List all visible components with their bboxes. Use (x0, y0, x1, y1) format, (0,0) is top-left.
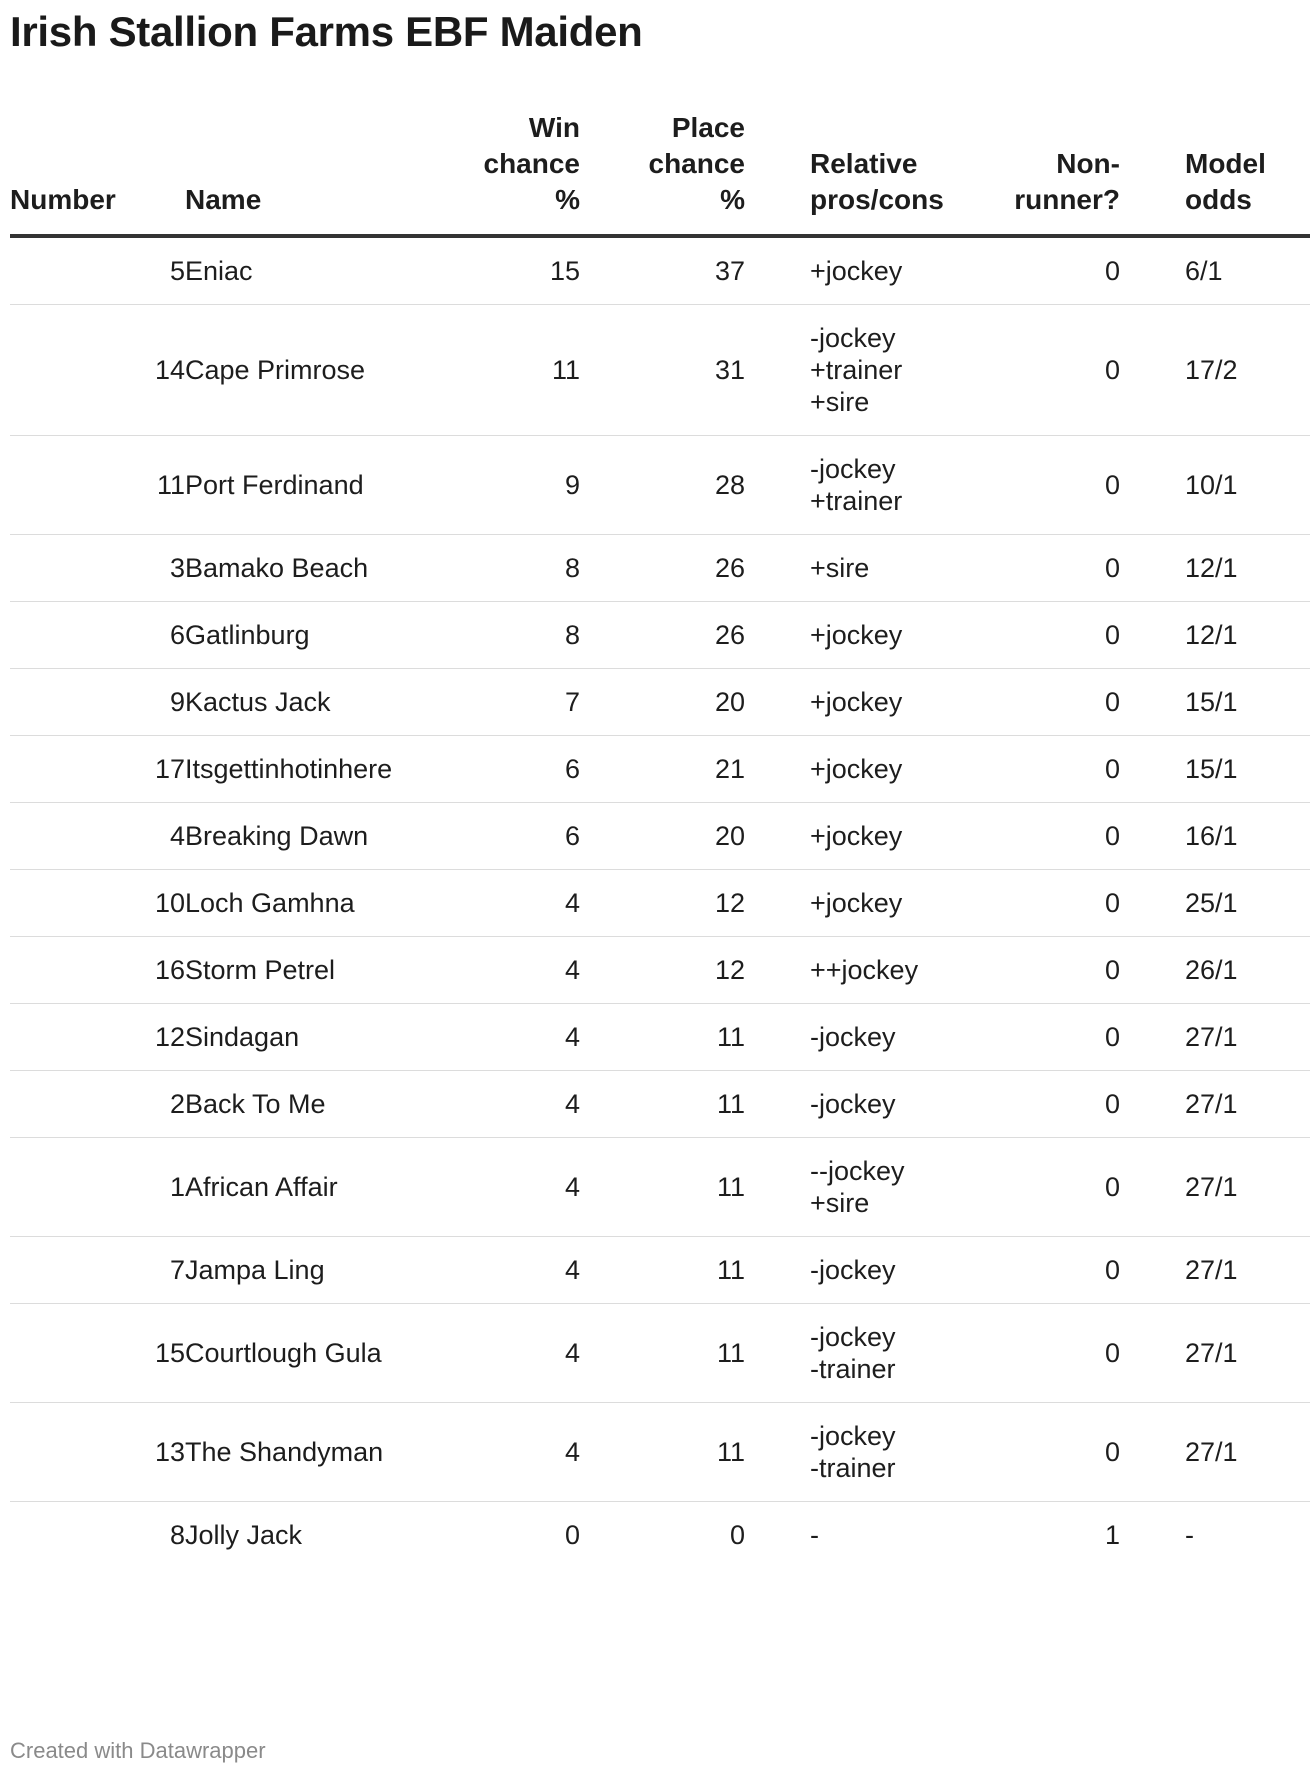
cell-name: Back To Me (185, 1071, 415, 1138)
cell-win-chance: 11 (415, 305, 580, 436)
cell-win-chance: 4 (415, 1403, 580, 1502)
cell-pros-cons (745, 1502, 945, 1569)
cell-place-chance: 11 (580, 1071, 745, 1138)
cell-name: Storm Petrel (185, 937, 415, 1004)
cell-place-chance: 20 (580, 803, 745, 870)
cell-model-odds: - (1185, 1520, 1194, 1550)
cell-number (10, 1304, 185, 1403)
cell-number-value: 2 (169, 1089, 185, 1119)
cell-pros-cons (745, 535, 945, 602)
cell-number (10, 669, 185, 736)
cell-pros-cons (745, 1304, 945, 1403)
table-header-row (10, 110, 1310, 236)
cell-number-value: 8 (169, 1520, 185, 1550)
table-row (10, 1138, 1310, 1237)
cell-model-odds: 27/1 (1120, 1138, 1310, 1237)
pros-cons-item: -trainer (810, 1453, 896, 1483)
cell-non-runner: 0 (945, 1071, 1120, 1138)
column-header-place-chance[interactable]: Place chance % (580, 110, 745, 236)
cell-place-chance: 12 (580, 937, 745, 1004)
pros-cons-item: +trainer (810, 355, 903, 385)
cell-win-chance: 4 (415, 1237, 580, 1304)
cell-pros-cons (745, 1237, 945, 1304)
cell-number (10, 236, 185, 305)
pros-cons-item: +sire (810, 553, 870, 583)
cell-non-runner: 0 (945, 1403, 1120, 1502)
cell-non-runner: 0 (945, 236, 1120, 305)
footer-credit: Created with Datawrapper (10, 1738, 266, 1763)
cell-model-odds: 25/1 (1120, 870, 1310, 937)
cell-number-value: 17 (154, 754, 185, 784)
cell-name: Itsgettinhotinhere (185, 736, 415, 803)
cell-non-runner: 0 (945, 1237, 1120, 1304)
cell-number (10, 1237, 185, 1304)
cell-pros-cons (745, 1403, 945, 1502)
pros-cons-item: - (810, 1520, 819, 1550)
cell-name: Port Ferdinand (185, 436, 415, 535)
table-row (10, 236, 1310, 305)
cell-number-value: 7 (169, 1255, 185, 1285)
cell-model-odds: 15/1 (1120, 669, 1310, 736)
cell-place-chance: 26 (580, 602, 745, 669)
cell-number-value: 6 (169, 620, 185, 650)
table-row (10, 535, 1310, 602)
cell-number (10, 305, 185, 436)
cell-place-chance: 11 (580, 1138, 745, 1237)
cell-number-value: 11 (156, 470, 185, 500)
cell-name: Jampa Ling (185, 1237, 415, 1304)
column-header-name[interactable]: Name (185, 110, 415, 236)
cell-number (10, 1071, 185, 1138)
cell-model-odds: 17/2 (1120, 305, 1310, 436)
cell-name: Courtlough Gula (185, 1304, 415, 1403)
cell-non-runner: 0 (945, 736, 1120, 803)
cell-number (10, 602, 185, 669)
pros-cons-item: +jockey (810, 256, 903, 286)
table-body (10, 236, 1310, 1568)
cell-win-chance: 15 (415, 236, 580, 305)
cell-pros-cons (745, 1004, 945, 1071)
pros-cons-item: +jockey (810, 888, 903, 918)
table-row (10, 669, 1310, 736)
table-row (10, 1304, 1310, 1403)
cell-win-chance: 4 (415, 1138, 580, 1237)
cell-place-chance: 11 (580, 1237, 745, 1304)
cell-number-value: 9 (169, 687, 185, 717)
cell-name: Cape Primrose (185, 305, 415, 436)
cell-pros-cons (745, 1071, 945, 1138)
cell-non-runner: 0 (945, 937, 1120, 1004)
cell-name: The Shandyman (185, 1403, 415, 1502)
cell-model-odds: 10/1 (1120, 436, 1310, 535)
cell-number (10, 937, 185, 1004)
cell-non-runner: 0 (945, 305, 1120, 436)
cell-name: Breaking Dawn (185, 803, 415, 870)
cell-number (10, 1004, 185, 1071)
cell-model-odds: 15/1 (1120, 736, 1310, 803)
cell-number-value: 5 (169, 256, 185, 286)
cell-number (10, 1138, 185, 1237)
table-row (10, 870, 1310, 937)
cell-place-chance: 11 (580, 1403, 745, 1502)
cell-place-chance: 12 (580, 870, 745, 937)
cell-number-value: 3 (169, 553, 185, 583)
cell-non-runner: 0 (945, 1304, 1120, 1403)
column-header-model-odds[interactable]: Model odds (1120, 110, 1310, 236)
results-table-container (10, 110, 1266, 1568)
cell-model-odds: 6/1 (1120, 236, 1310, 305)
cell-number (10, 736, 185, 803)
table-row (10, 1502, 1310, 1569)
cell-win-chance: 4 (415, 870, 580, 937)
table-row (10, 1237, 1310, 1304)
cell-name: Eniac (185, 236, 415, 305)
pros-cons-item: -jockey (810, 1322, 896, 1352)
cell-name: Loch Gamhna (185, 870, 415, 937)
cell-pros-cons (745, 1138, 945, 1237)
cell-non-runner: 0 (945, 1138, 1120, 1237)
cell-non-runner: 0 (945, 602, 1120, 669)
cell-place-chance: 21 (580, 736, 745, 803)
cell-model-odds: 26/1 (1120, 937, 1310, 1004)
cell-non-runner: 0 (945, 1004, 1120, 1071)
cell-number (10, 436, 185, 535)
cell-non-runner: 1 (1104, 1520, 1120, 1550)
cell-number-value: 13 (154, 1437, 185, 1467)
cell-name: Jolly Jack (185, 1520, 303, 1550)
cell-name: Kactus Jack (185, 669, 415, 736)
cell-number-value: 10 (154, 888, 185, 918)
cell-pros-cons (745, 937, 945, 1004)
cell-name: Sindagan (185, 1004, 415, 1071)
cell-number (10, 870, 185, 937)
cell-place-chance: 37 (580, 236, 745, 305)
cell-win-chance: 4 (415, 1304, 580, 1403)
cell-name: African Affair (185, 1138, 415, 1237)
cell-place-chance: 20 (580, 669, 745, 736)
cell-win-chance: 8 (415, 602, 580, 669)
cell-place-chance: 26 (580, 535, 745, 602)
cell-place-chance: 11 (580, 1304, 745, 1403)
cell-non-runner: 0 (945, 535, 1120, 602)
pros-cons-item: -jockey (810, 454, 896, 484)
cell-model-odds: 27/1 (1120, 1304, 1310, 1403)
cell-non-runner: 0 (945, 436, 1120, 535)
cell-pros-cons (745, 236, 945, 305)
cell-win-chance: 4 (415, 1071, 580, 1138)
table-row (10, 937, 1310, 1004)
page-title: Irish Stallion Farms EBF Maiden (10, 8, 643, 55)
table-row (10, 436, 1310, 535)
pros-cons-item: +jockey (810, 620, 903, 650)
table-row (10, 1403, 1310, 1502)
cell-win-chance: 8 (415, 535, 580, 602)
pros-cons-item: -jockey (810, 1022, 896, 1052)
cell-pros-cons (745, 736, 945, 803)
pros-cons-item: -jockey (810, 1255, 896, 1285)
column-header-pros-cons[interactable]: Relative pros/cons (745, 110, 945, 236)
cell-model-odds: 27/1 (1120, 1403, 1310, 1502)
pros-cons-item: +jockey (810, 687, 903, 717)
cell-place-chance: 0 (729, 1520, 745, 1550)
cell-model-odds: 27/1 (1120, 1004, 1310, 1071)
table-row (10, 602, 1310, 669)
pros-cons-item: +jockey (810, 821, 903, 851)
column-header-number[interactable]: Number (10, 110, 185, 236)
cell-pros-cons (745, 803, 945, 870)
cell-number (10, 535, 185, 602)
cell-win-chance: 0 (564, 1520, 580, 1550)
cell-number (10, 1502, 185, 1569)
cell-pros-cons (745, 602, 945, 669)
cell-win-chance: 6 (415, 803, 580, 870)
pros-cons-item: -jockey (810, 1421, 896, 1451)
column-header-non-runner[interactable]: Non- runner? (945, 110, 1120, 236)
cell-model-odds: 12/1 (1120, 602, 1310, 669)
cell-model-odds: 16/1 (1120, 803, 1310, 870)
cell-pros-cons (745, 436, 945, 535)
cell-win-chance: 6 (415, 736, 580, 803)
pros-cons-item: -jockey (810, 323, 896, 353)
column-header-win-chance[interactable]: Win chance % (415, 110, 580, 236)
cell-model-odds: 27/1 (1120, 1071, 1310, 1138)
cell-number-value: 4 (169, 821, 185, 851)
cell-pros-cons (745, 305, 945, 436)
results-table (10, 110, 1310, 1568)
pros-cons-item: +sire (810, 1188, 870, 1218)
cell-number-value: 12 (154, 1022, 185, 1052)
cell-pros-cons (745, 669, 945, 736)
cell-win-chance: 9 (415, 436, 580, 535)
pros-cons-item: +trainer (810, 486, 903, 516)
pros-cons-item: -jockey (810, 1089, 896, 1119)
cell-place-chance: 28 (580, 436, 745, 535)
cell-win-chance: 4 (415, 937, 580, 1004)
cell-non-runner: 0 (945, 669, 1120, 736)
cell-name: Gatlinburg (185, 602, 415, 669)
cell-number (10, 1403, 185, 1502)
table-row (10, 736, 1310, 803)
cell-pros-cons (745, 870, 945, 937)
pros-cons-item: ++jockey (810, 955, 919, 985)
table-row (10, 305, 1310, 436)
table-row (10, 1004, 1310, 1071)
cell-model-odds: 27/1 (1120, 1237, 1310, 1304)
cell-place-chance: 31 (580, 305, 745, 436)
cell-model-odds: 12/1 (1120, 535, 1310, 602)
cell-number (10, 803, 185, 870)
cell-win-chance: 7 (415, 669, 580, 736)
table-row (10, 803, 1310, 870)
table-row (10, 1071, 1310, 1138)
cell-place-chance: 11 (580, 1004, 745, 1071)
cell-non-runner: 0 (945, 870, 1120, 937)
cell-number-value: 15 (154, 1338, 185, 1368)
cell-number-value: 16 (154, 955, 185, 985)
pros-cons-item: +sire (810, 387, 870, 417)
cell-name: Bamako Beach (185, 535, 415, 602)
pros-cons-item: +jockey (810, 754, 903, 784)
cell-number-value: 1 (169, 1172, 185, 1202)
pros-cons-item: --jockey (810, 1156, 905, 1186)
pros-cons-item: -trainer (810, 1354, 896, 1384)
cell-win-chance: 4 (415, 1004, 580, 1071)
cell-non-runner: 0 (945, 803, 1120, 870)
cell-number-value: 14 (154, 355, 185, 385)
